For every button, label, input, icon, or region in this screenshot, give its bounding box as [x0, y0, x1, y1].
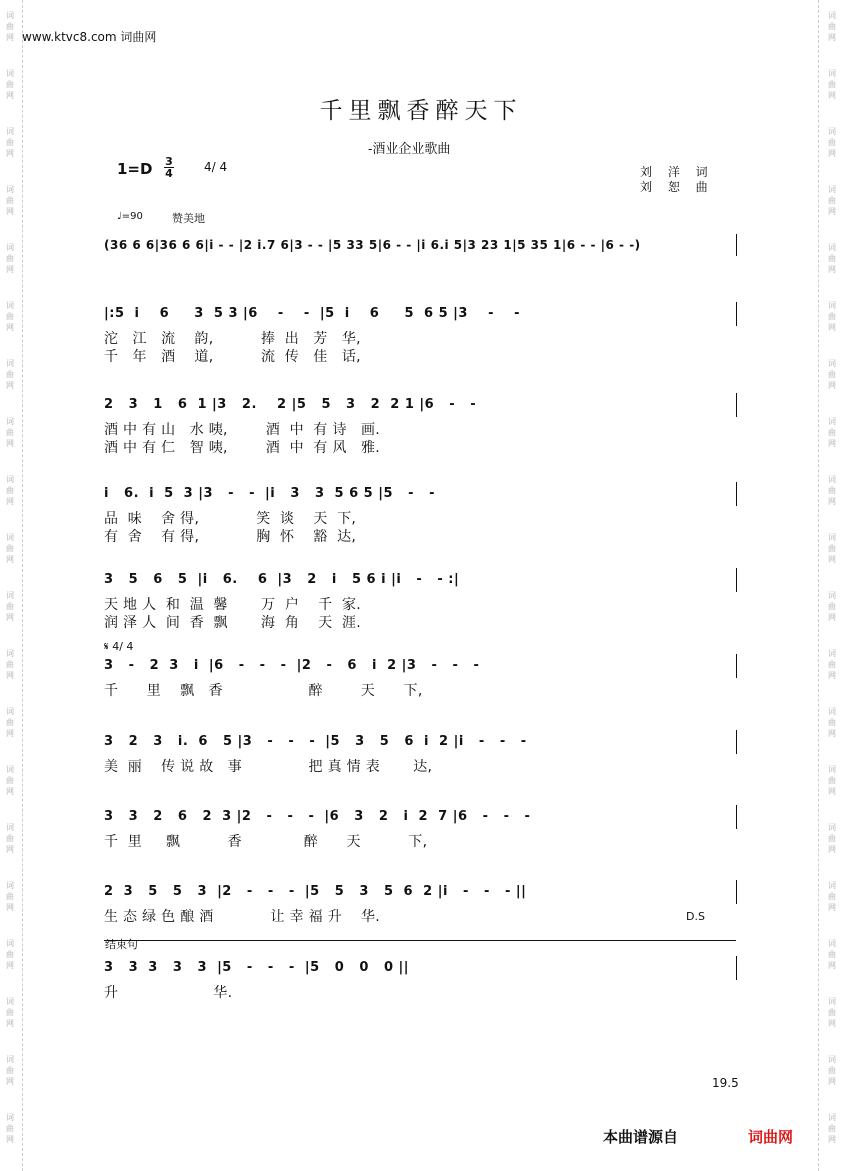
watermark-text: 词曲网: [828, 11, 836, 42]
footer-source-label: 本曲谱源自: [603, 1128, 679, 1146]
watermark-text: 词曲网: [6, 301, 14, 332]
lyric-line-1: 沱 江 流 韵, 捧 出 芳 华,: [104, 331, 361, 347]
watermark-text: 词曲网: [6, 765, 14, 796]
watermark-text: 词曲网: [6, 881, 14, 912]
segno-meter: 𝄋 4/ 4: [104, 640, 134, 653]
watermark-text: 词曲网: [828, 1055, 836, 1086]
lyric-line-1: 生 态 绿 色 酿 酒 让 幸 福 升 华.: [104, 909, 381, 925]
lyric-line-1: 酒 中 有 山 水 咦, 酒 中 有 诗 画.: [104, 422, 381, 438]
intro-line: (36 6 6|36 6 6|i - - |2 i.7 6|3 - - |5 33 5|6 - - |i 6.i 5|3 23 1|5 35 1|6 - - |6 - -): [104, 238, 641, 252]
watermark-text: 词曲网: [6, 1055, 14, 1086]
song-subtitle: -酒业企业歌曲: [368, 142, 451, 157]
notation-line: 3 2 3 i. 6 5 |3 - - - |5 3 5 6 i 2 |i - - -: [104, 734, 532, 749]
watermark-text: 词曲网: [828, 417, 836, 448]
watermark-text: 词曲网: [6, 591, 14, 622]
watermark-text: 词曲网: [828, 649, 836, 680]
watermark-text: 词曲网: [828, 359, 836, 390]
watermark-text: 词曲网: [828, 707, 836, 738]
notation-line: 3 3 3 3 3 |5 - - - |5 0 0 0 ||: [104, 960, 410, 975]
watermark-text: 词曲网: [828, 997, 836, 1028]
footer-site-link[interactable]: 词曲网: [748, 1128, 794, 1146]
bar-line: [736, 730, 737, 754]
ending-bracket: [104, 940, 736, 941]
lyric-line-2: 千 年 酒 道, 流 传 佳 话,: [104, 349, 361, 365]
lyric-line-2: 润 泽 人 间 香 飘 海 角 天 涯.: [104, 615, 362, 631]
page-edge-left: [22, 0, 23, 1171]
composer: 刘 恕 曲: [640, 180, 714, 194]
lyricist: 刘 洋 词: [640, 165, 714, 179]
watermark-text: 词曲网: [828, 127, 836, 158]
bar-line: [736, 234, 737, 256]
watermark-text: 词曲网: [828, 301, 836, 332]
lyric-line-1: 千 里 飘 香 醉 天 下,: [104, 834, 428, 850]
watermark-text: 词曲网: [6, 127, 14, 158]
bar-line: [736, 393, 737, 417]
page-edge-right: [818, 0, 819, 1171]
tempo-mark: ♩=90: [117, 211, 143, 222]
watermark-text: 词曲网: [6, 475, 14, 506]
bar-line: [736, 482, 737, 506]
watermark-text: 词曲网: [828, 475, 836, 506]
expression-mark: 赞美地: [172, 212, 205, 225]
watermark-text: 词曲网: [6, 417, 14, 448]
bar-line: [736, 805, 737, 829]
watermark-text: 词曲网: [828, 591, 836, 622]
bar-line: [736, 302, 737, 326]
watermark-text: 词曲网: [6, 359, 14, 390]
watermark-text: 词曲网: [828, 1113, 836, 1144]
lyric-line-2: 有 舍 有 得, 胸 怀 豁 达,: [104, 529, 357, 545]
watermark-text: 词曲网: [6, 649, 14, 680]
notation-line: 2 3 1 6 1 |3 2. 2 |5 5 3 2 2 1 |6 - -: [104, 397, 482, 412]
watermark-text: 词曲网: [828, 243, 836, 274]
watermark-text: 词曲网: [6, 707, 14, 738]
notation-line: 3 3 2 6 2 3 |2 - - - |6 3 2 i 2 7 |6 - - -: [104, 809, 536, 824]
watermark-text: 词曲网: [6, 11, 14, 42]
notation-line: 2 3 5 5 3 |2 - - - |5 5 3 5 6 2 |i - - - ||: [104, 884, 527, 899]
lyric-line-1: 天 地 人 和 温 馨 万 户 千 家.: [104, 597, 362, 613]
bar-line: [736, 654, 737, 678]
watermark-text: 词曲网: [6, 939, 14, 970]
page-number: 19.5: [712, 1076, 739, 1090]
watermark-text: 词曲网: [6, 533, 14, 564]
lyric-line-1: 千 里 飘 香 醉 天 下,: [104, 683, 423, 699]
lyric-line-1: 美 丽 传 说 故 事 把 真 情 表 达,: [104, 759, 433, 775]
watermark-text: 词曲网: [828, 939, 836, 970]
lyric-line-1: 品 味 舍 得, 笑 谈 天 下,: [104, 511, 357, 527]
watermark-text: 词曲网: [6, 69, 14, 100]
watermark-text: 词曲网: [828, 185, 836, 216]
lyric-line-1: 升 华.: [104, 985, 233, 1001]
watermark-text: 词曲网: [6, 185, 14, 216]
watermark-text: 词曲网: [6, 997, 14, 1028]
ds-mark: D.S: [686, 910, 705, 923]
watermark-text: 词曲网: [6, 243, 14, 274]
bar-line: [736, 568, 737, 592]
key-signature: 1=D: [117, 160, 153, 178]
watermark-text: 词曲网: [828, 533, 836, 564]
bar-line: [736, 880, 737, 904]
watermark-text: 词曲网: [828, 881, 836, 912]
song-title: 千里飘香醉天下: [319, 98, 523, 124]
ending-label: 结束句: [105, 938, 138, 951]
notation-line: i 6. i 5 3 |3 - - |i 3 3 5 6 5 |5 - -: [104, 486, 441, 501]
watermark-text: 词曲网: [6, 823, 14, 854]
site-header[interactable]: www.ktvc8.com 词曲网: [22, 30, 157, 44]
watermark-text: 词曲网: [828, 823, 836, 854]
time-signature: $\frac{3}{4}$: [165, 155, 173, 180]
notation-line: |:5 i 6 3 5 3 |6 - - |5 i 6 5 6 5 |3 - -: [104, 306, 525, 321]
watermark-text: 词曲网: [828, 765, 836, 796]
notation-line: 3 5 6 5 |i 6. 6 |3 2 i 5 6 i |i - - :|: [104, 572, 460, 587]
watermark-text: 词曲网: [828, 69, 836, 100]
alt-meter: 4/ 4: [204, 160, 228, 174]
watermark-text: 词曲网: [6, 1113, 14, 1144]
notation-line: 3 - 2 3 i |6 - - - |2 - 6 i 2 |3 - - -: [104, 658, 485, 673]
bar-line: [736, 956, 737, 980]
lyric-line-2: 酒 中 有 仁 智 咦, 酒 中 有 风 雅.: [104, 440, 381, 456]
